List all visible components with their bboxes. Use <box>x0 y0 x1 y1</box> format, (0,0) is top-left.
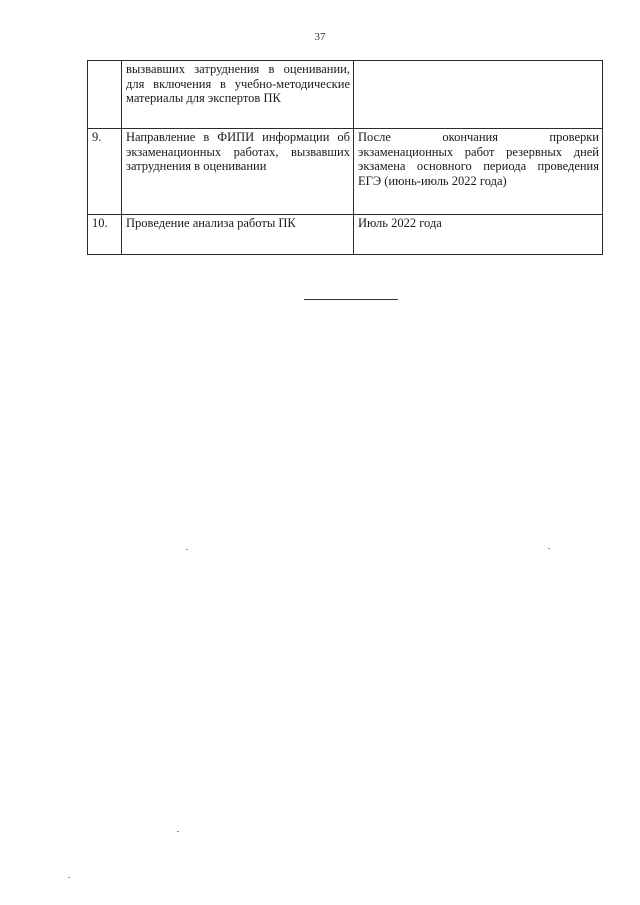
row-number-cell: 9. <box>88 129 122 215</box>
separator-line <box>304 299 398 300</box>
row-description-cell: Направление в ФИПИ информации об экзаменационных работах, вызвавших затруднения в оценивании <box>122 129 354 215</box>
table-row <box>88 61 603 129</box>
row-term-cell: После окончания проверки экзаменационных работ резервных дней экзамена основного периода проведения ЕГЭ (июнь-июль 2022 года) <box>354 129 603 215</box>
plan-table <box>87 60 603 255</box>
page-number: 37 <box>314 31 326 43</box>
scan-speck <box>177 831 179 832</box>
row-term-cell: Июль 2022 года <box>354 215 603 255</box>
table-row <box>88 215 603 255</box>
row-term-cell <box>354 61 603 129</box>
row-description-cell: вызвавших затруднения в оценивании, для включения в учебно-методические материалы для экспертов ПК <box>122 61 354 129</box>
scan-speck <box>68 877 70 878</box>
row-number-cell: 10. <box>88 215 122 255</box>
row-number-cell <box>88 61 122 129</box>
row-description-cell: Проведение анализа работы ПК <box>122 215 354 255</box>
scan-speck <box>186 549 188 550</box>
table-row <box>88 129 603 215</box>
scan-speck <box>548 548 550 549</box>
